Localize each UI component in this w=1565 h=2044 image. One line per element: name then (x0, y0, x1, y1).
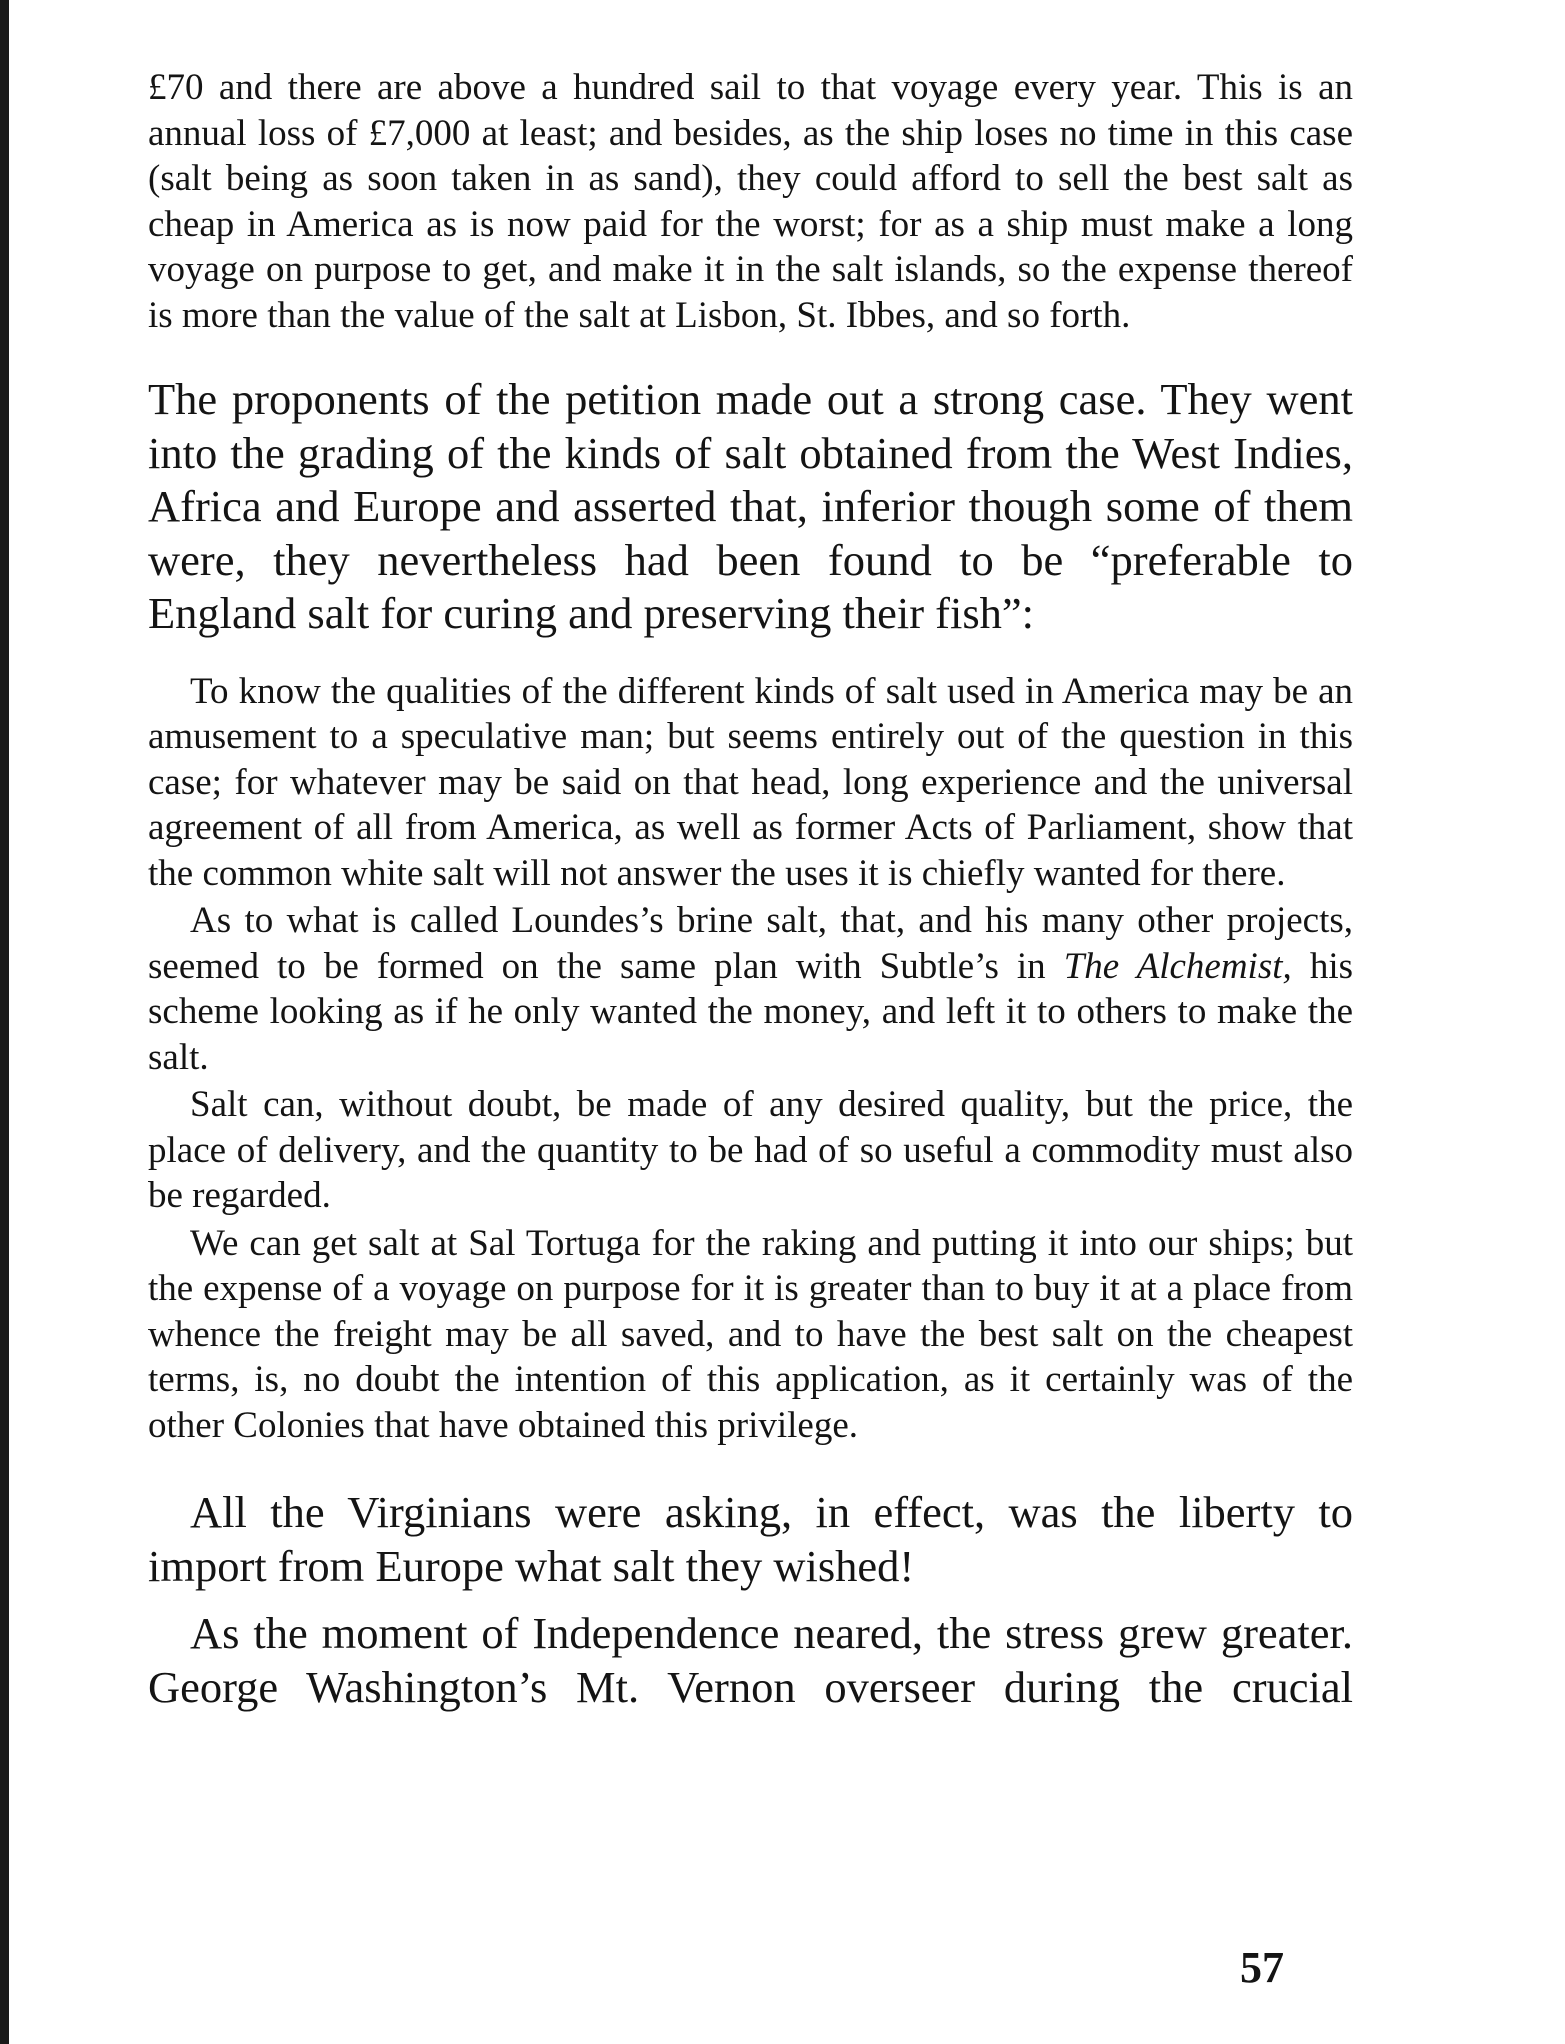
book-page (148, 65, 1353, 1714)
book-title-alchemist: The Alchemist, (1063, 945, 1292, 987)
narrative-paragraph-1: The proponents of the petition made out a strong case. They went into the grading of the kinds of salt obtained from the West Indies, Africa and Europe and asserted that, inferior though some of them were, they nevertheless had been found to be “preferable to England salt for curing and preserving their fish”: (148, 374, 1353, 638)
quote-paragraph-1: £70 and there are above a hundred sail to that voyage every year. This is an annual loss of £7,000 at least; and besides, as the ship loses no time in this case (salt being as soon taken in as sand), they could afford to sell the best salt as cheap in America as is now paid for the worst; for as a ship must make a long voyage on purpose to get, and make it in the salt islands, so the expense thereof is more than the value of the salt at Lisbon, St. Ibbes, and so forth. (148, 67, 1353, 336)
narrative-paragraph-2: All the Virginians were asking, in effect, was the liberty to import from Europe what salt they wished! (148, 1487, 1353, 1591)
quote-paragraph-5: We can get salt at Sal Tortuga for the raking and putting it into our ships; but the expense of a voyage on purpose for it is greater than to buy it at a place from whence the freight may be all saved, and to have the best salt on the cheapest terms, is, no doubt the intention of this application, as it certainly was of the other Colonies that have obtained this privilege. (148, 1222, 1353, 1446)
quote-paragraph-3-text-a: As to what is called Loundes’s brine salt, that, and his many other projects, seemed to be formed on the same plan with Subtle’s in (148, 900, 1353, 987)
narrative-paragraph-3: As the moment of Independence neared, the stress grew greater. George Washington’s Mt. Vernon overseer during the crucial (148, 1608, 1353, 1712)
quote-paragraph-3-text-b: his scheme looking as if he only wanted the money, and left it to others to make the salt. (148, 945, 1354, 1078)
page-binding-edge (0, 0, 9, 2044)
quote-paragraph-2: To know the qualities of the different kinds of salt used in America may be an amusement to a speculative man; but seems entirely out of the question in this case; for whatever may be said on that head, long experience and the universal agreement of all from America, as well as former Acts of Parliament, show that the common white salt will not answer the uses it is chiefly wanted for there. (148, 670, 1353, 894)
quoted-block (148, 669, 1353, 1449)
quote-paragraph-4: Salt can, without doubt, be made of any desired quality, but the price, the place of delivery, and the quantity to be had of so useful a commodity must also be regarded. (148, 1084, 1353, 1216)
quote-paragraph-3 (148, 898, 1353, 1080)
page-number: 57 (1240, 1943, 1284, 1992)
